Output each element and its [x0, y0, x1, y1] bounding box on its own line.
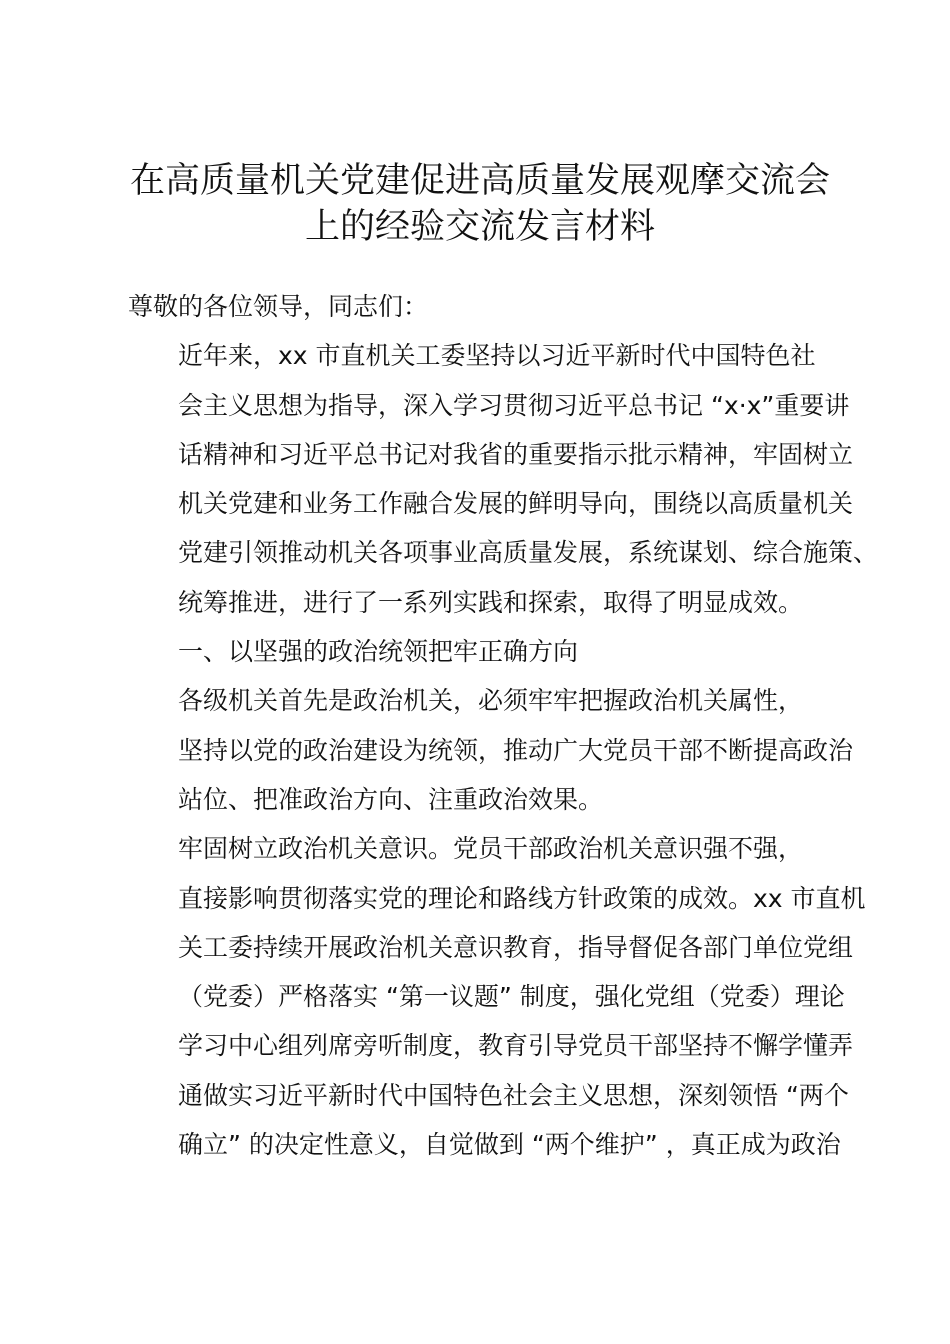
section-heading-text: 一、以坚强的政治统领把牢正确方向: [178, 637, 579, 667]
section-heading: [128, 627, 840, 676]
paragraph-line: 学习中心组列席旁听制度，教育引导党员干部坚持不懈学懂弄: [178, 1031, 854, 1061]
paragraph-line: 关工委持续开展政治机关意识教育，指导督促各部门单位党组: [178, 932, 854, 962]
title-line: 在高质量机关党建促进高质量发展观摩交流会: [129, 161, 830, 201]
paragraph-line: 统筹推进，进行了一系列实践和探索，取得了明显成效。: [178, 587, 804, 617]
paragraph-political-organ: [128, 676, 854, 824]
paragraph-line: 坚持以党的政治建设为统领，推动广大党员干部不断提高政治: [178, 735, 854, 765]
paragraph-line: 机关党建和业务工作融合发展的鲜明导向，围绕以高质量机关: [178, 489, 854, 519]
paragraph-line: 近年来，xx 市直机关工委坚持以习近平新时代中国特色社: [178, 341, 816, 371]
document-title: [110, 158, 850, 250]
title-line: 上的经验交流发言材料: [304, 207, 655, 247]
salutation: 尊敬的各位领导，同志们：: [128, 292, 429, 321]
paragraph-line: 站位、把准政治方向、注重政治效果。: [178, 784, 604, 814]
paragraph-line: 党建引领推动机关各项事业高质量发展，系统谋划、综合施策、: [178, 538, 879, 568]
document-body: [128, 282, 879, 1169]
paragraph-line: 话精神和习近平总书记对我省的重要指示批示精神，牢固树立: [178, 439, 854, 469]
paragraph-line: 各级机关首先是政治机关，必须牢牢把握政治机关属性，: [178, 686, 804, 716]
paragraph-line: 会主义思想为指导，深入学习贯彻习近平总书记 “x·x”重要讲: [178, 390, 850, 420]
paragraph-awareness: [128, 824, 866, 1169]
paragraph-intro: [128, 331, 879, 627]
paragraph-line: 通做实习近平新时代中国特色社会主义思想，深刻领悟 “两个: [178, 1080, 849, 1110]
paragraph-line: 确立” 的决定性意义，自觉做到 “两个维护” ，真正成为政治: [178, 1130, 841, 1160]
paragraph-line: 直接影响贯彻落实党的理论和路线方针政策的成效。xx 市直机: [178, 883, 866, 913]
paragraph-line: （党委）严格落实 “第一议题” 制度，强化党组（党委）理论: [178, 982, 845, 1012]
paragraph-line: 牢固树立政治机关意识。党员干部政治机关意识强不强，: [178, 834, 804, 864]
